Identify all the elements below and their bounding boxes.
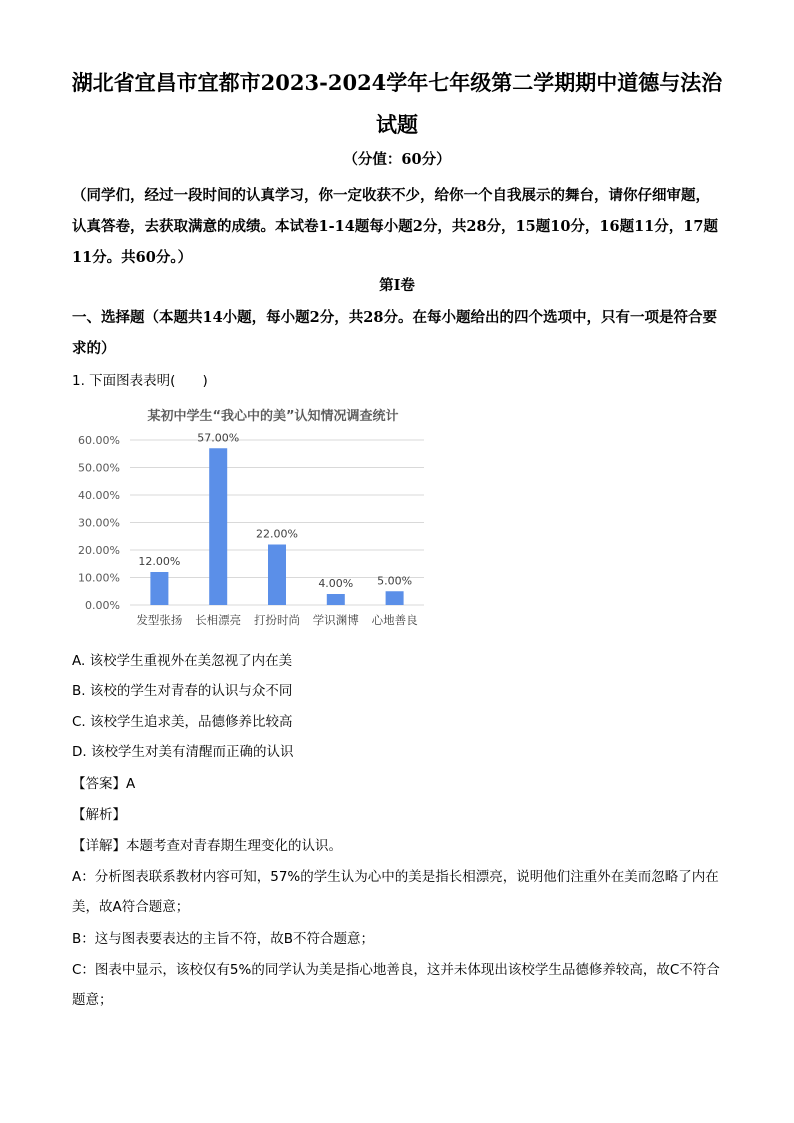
x-tick-label: 心地善良 [371, 613, 418, 627]
y-tick-label: 20.00% [78, 544, 120, 557]
bar [150, 572, 168, 605]
chart-title: 某初中学生“我心中的美”认知情况调查统计 [147, 409, 399, 424]
bar [327, 594, 345, 605]
bar [209, 448, 227, 605]
y-tick-label: 50.00% [78, 461, 120, 475]
bar [386, 591, 404, 605]
y-tick-label: 30.00% [78, 516, 120, 530]
exam-title-line2: 试题 [376, 112, 418, 137]
data-label: 5.00% [377, 574, 413, 588]
y-tick-label: 60.00% [78, 434, 120, 447]
data-label: 12.00% [138, 555, 181, 568]
question-stem: 1. 下面图表表明( ) [72, 373, 208, 389]
x-tick-label: 发型张扬 [136, 613, 183, 627]
data-label: 4.00% [318, 577, 354, 590]
bar [268, 545, 286, 606]
data-label: 57.00% [197, 431, 240, 445]
explanation-b: B：这与图表要表达的主旨不符，故B不符合题意； [72, 931, 375, 947]
exam-title-line1: 湖北省宜昌市宜都市2023-2024学年七年级第二学期期中道德与法治 [71, 70, 723, 95]
explanation-a: A：分析图表联系教材内容可知，57%的学生认为心中的美是指长相漂亮，说明他们注重外在美而忽略了内在美，故A符合题意； [72, 869, 719, 915]
data-label: 22.00% [256, 527, 298, 541]
x-tick-label: 打扮时尚 [254, 613, 300, 627]
option-d: D. 该校学生对美有清醒而正确的认识 [72, 744, 294, 760]
answer-line: 【答案】A [72, 776, 136, 792]
x-tick-label: 学识渊博 [312, 613, 359, 627]
volume-heading: 第Ⅰ卷 [379, 277, 415, 294]
score-note: （分值：60分） [343, 151, 451, 168]
option-b: B. 该校的学生对青春的认识与众不同 [72, 683, 293, 699]
y-tick-label: 10.00% [78, 571, 120, 585]
analysis-label: 【解析】 [72, 807, 126, 823]
explanation-c: C：图表中显示，该校仅有5%的同学认为美是指心地善良，这并未体现出该校学生品德修养较高，故C不符合题意； [72, 962, 720, 1008]
detail-line: 【详解】本题考查对青春期生理变化的认识。 [72, 838, 342, 854]
y-tick-label: 40.00% [78, 489, 120, 502]
option-a: A. 该校学生重视外在美忽视了内在美 [72, 653, 293, 669]
x-tick-label: 长相漂亮 [195, 613, 242, 627]
survey-bar-chart [72, 398, 442, 638]
option-c: C. 该校学生追求美，品德修养比较高 [72, 714, 293, 730]
intro-paragraph: （同学们，经过一段时间的认真学习，你一定收获不少，给你一个自我展示的舞台，请你仔细审题，认真答卷，去获取满意的成绩。本试卷1-14题每小题2分，共28分，15题10分，16题11分，17题11分。共60分。） [72, 187, 718, 266]
y-tick-label: 0.00% [85, 599, 120, 612]
section-heading: 一、选择题（本题共14小题，每小题2分，共28分。在每小题给出的四个选项中，只有一项是符合要求的） [72, 309, 717, 357]
